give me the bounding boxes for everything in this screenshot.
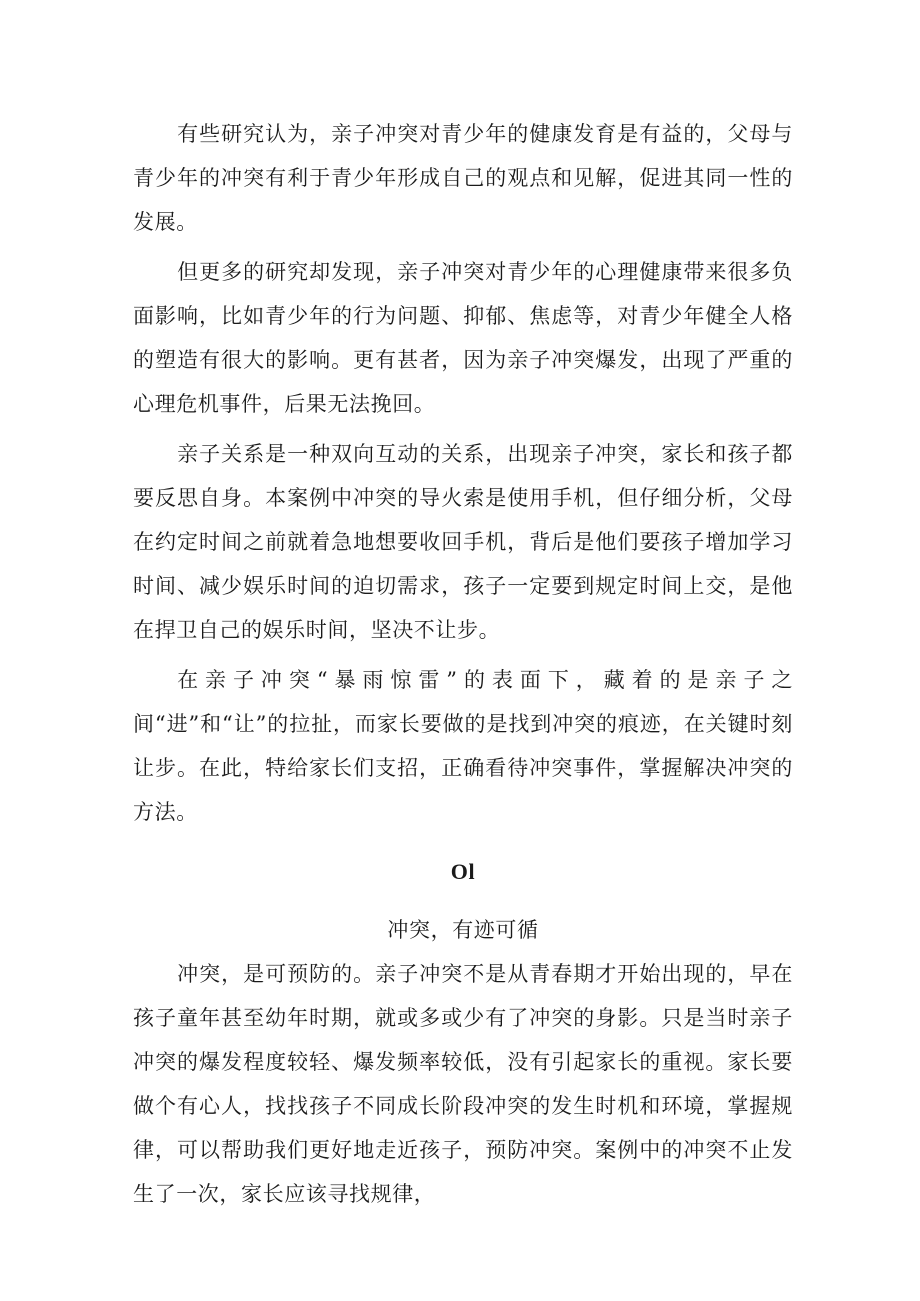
document-body bbox=[133, 112, 793, 1222]
paragraph: 但更多的研究却发现，亲子冲突对青少年的心理健康带来很多负面影响，比如青少年的行为问题、抑郁、焦虑等，对青少年健全人格的塑造有很大的影响。更有甚者，因为亲子冲突爆发，出现了严重的心理危机事件，后果无法挽回。 bbox=[133, 260, 793, 416]
paragraph: 冲突，是可预防的。亲子冲突不是从青春期才开始出现的，早在孩子童年甚至幼年时期，就或多或少有了冲突的身影。只是当时亲子冲突的爆发程度较轻、爆发频率较低，没有引起家长的重视。家长要做个有心人，找找孩子不同成长阶段冲突的发生时机和环境，掌握规律，可以帮助我们更好地走近孩子，预防冲突。案例中的冲突不止发生了一次，家长应该寻找规律， bbox=[133, 962, 793, 1206]
paragraph: 有些研究认为，亲子冲突对青少年的健康发育是有益的，父母与青少年的冲突有利于青少年形成自己的观点和见解，促进其同一性的发展。 bbox=[133, 122, 793, 234]
paragraph: 在亲子冲突“暴雨惊雷”的表面下，藏着的是亲子之间“进”和“让”的拉扯，而家长要做的是找到冲突的痕迹，在关键时刻让步。在此，特给家长们支招，正确看待冲突事件，掌握解决冲突的方法。 bbox=[133, 668, 793, 824]
section-heading: 冲突，有迹可循 bbox=[387, 918, 539, 942]
paragraph: 亲子关系是一种双向互动的关系，出现亲子冲突，家长和孩子都要反思自身。本案例中冲突的导火索是使用手机，但仔细分析，父母在约定时间之前就着急地想要收回手机，背后是他们要孩子增加学习时间、减少娱乐时间的迫切需求，孩子一定要到规定时间上交，是他在捍卫自己的娱乐时间，坚决不让步。 bbox=[133, 442, 793, 642]
section-number: Ol bbox=[450, 859, 476, 884]
